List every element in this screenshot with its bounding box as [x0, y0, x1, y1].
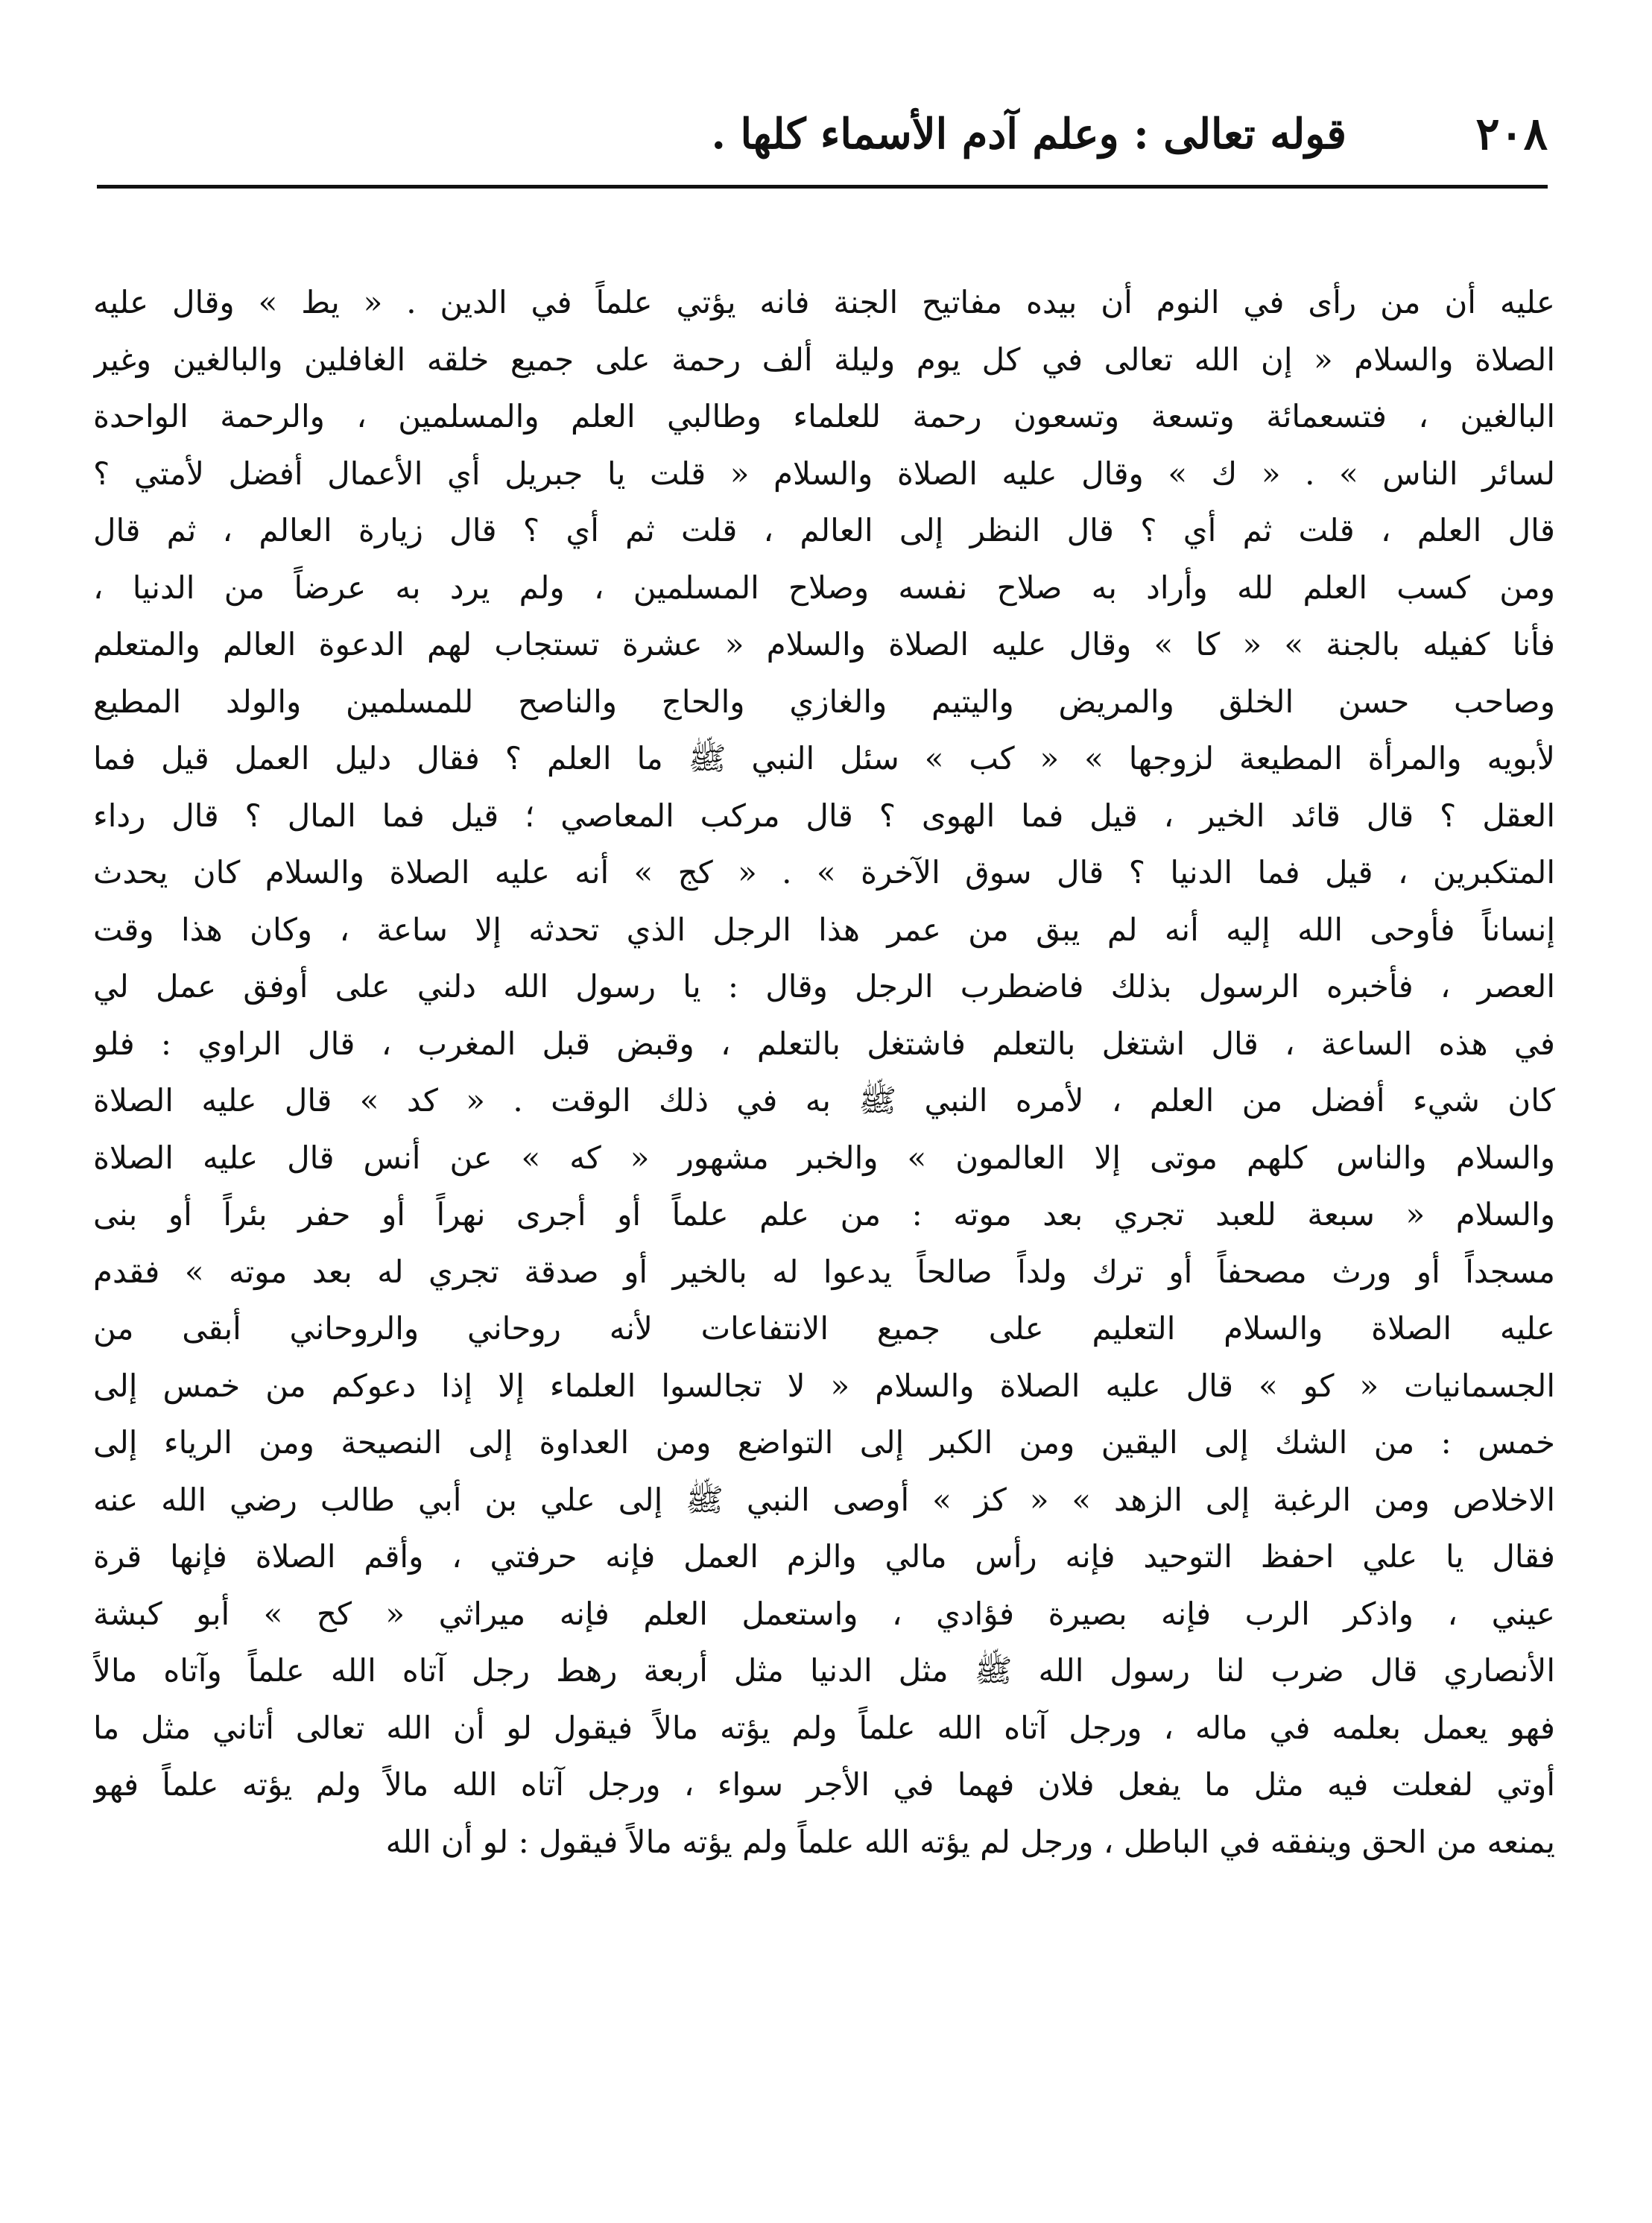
- text-line: والسلام « سبعة للعبد تجري بعد موته : من علم علماً أو أجرى نهراً أو حفر بئراً أو بنى: [93, 1196, 1555, 1233]
- text-line: المتكبرين ، قيل فما الدنيا ؟ قال سوق الآخرة » . « كج » أنه عليه الصلاة والسلام كان يحدث: [93, 854, 1555, 891]
- text-line: عليه الصلاة والسلام التعليم على جميع الانتفاعات لأنه روحاني والروحاني أبقى من: [93, 1310, 1555, 1347]
- text-line: عليه أن من رأى في النوم أن بيده مفاتيح الجنة فانه يؤتي علماً في الدين . « يط » وقال عليه: [93, 284, 1555, 320]
- body-text: [93, 274, 1555, 1871]
- text-line: الاخلاص ومن الرغبة إلى الزهد » « كز » أوصى النبي ﷺ إلى علي بن أبي طالب رضي الله عنه: [93, 1481, 1555, 1518]
- text-line: قال العلم ، قلت ثم أي ؟ قال النظر إلى العالم ، قلت ثم أي ؟ قال زيارة العالم ، ثم قال: [93, 512, 1555, 548]
- text-line: خمس : من الشك إلى اليقين ومن الكبر إلى التواضع ومن العداوة إلى النصيحة ومن الرياء إلى: [93, 1424, 1555, 1461]
- text-line: البالغين ، فتسعمائة وتسعة وتسعون رحمة للعلماء وطالبي العلم والمسلمين ، والرحمة الواحدة: [93, 398, 1555, 434]
- running-header: [97, 97, 1548, 179]
- text-line: فأنا كفيله بالجنة » « كا » وقال عليه الصلاة والسلام « عشرة تستجاب لهم الدعوة العالم والمتعلم: [93, 626, 1555, 663]
- text-line: كان شيء أفضل من العلم ، لأمره النبي ﷺ به في ذلك الوقت . « كد » قال عليه الصلاة: [93, 1082, 1555, 1119]
- text-line: مسجداً أو ورث مصحفاً أو ترك ولداً صالحاً يدعوا له بالخير أو صدقة تجري له بعد موته » فقدم: [93, 1253, 1555, 1290]
- header-divider: [97, 185, 1548, 189]
- text-line: العقل ؟ قال قائد الخير ، قيل فما الهوى ؟ قال مركب المعاصي ؛ قيل فما المال ؟ قال رداء: [93, 797, 1555, 834]
- text-line: في هذه الساعة ، قال اشتغل بالتعلم فاشتغل بالتعلم ، وقبض قبل المغرب ، قال الراوي : فلو: [93, 1025, 1555, 1062]
- text-line: الأنصاري قال ضرب لنا رسول الله ﷺ مثل الدنيا مثل أربعة رهط رجل آتاه الله علماً وآتاه مالاً: [93, 1652, 1555, 1689]
- text-line: لأبويه والمرأة المطيعة لزوجها » « كب » سئل النبي ﷺ ما العلم ؟ فقال دليل العمل قيل فما: [93, 740, 1555, 777]
- running-title: قوله تعالى : وعلم آدم الأسماء كلها .: [711, 110, 1346, 159]
- text-line: يمنعه من الحق وينفقه في الباطل ، ورجل لم يؤته الله علماً ولم يؤته مالاً فيقول : لو أن الله: [385, 1823, 1555, 1860]
- page-number: ٢٠٨: [1475, 108, 1548, 160]
- text-line: إنساناً فأوحى الله إليه أنه لم يبق من عمر هذا الرجل الذي تحدثه إلا ساعة ، وكان هذا وقت: [93, 911, 1555, 948]
- text-line: الصلاة والسلام « إن الله تعالى في كل يوم وليلة ألف رحمة على جميع خلقه الغافلين والبالغين وغير: [93, 341, 1555, 378]
- text-line: لسائر الناس » . « ك » وقال عليه الصلاة والسلام « قلت يا جبريل أي الأعمال أفضل لأمتي ؟: [93, 455, 1555, 492]
- text-line: ومن كسب العلم لله وأراد به صلاح نفسه وصلاح المسلمين ، ولم يرد به عرضاً من الدنيا ،: [93, 569, 1555, 606]
- text-line: فهو يعمل بعلمه في ماله ، ورجل آتاه الله علماً ولم يؤته مالاً فيقول لو أن الله تعالى أتاني مثل ما: [93, 1709, 1555, 1746]
- text-line: فقال يا علي احفظ التوحيد فإنه رأس مالي والزم العمل فإنه حرفتي ، وأقم الصلاة فإنها قرة: [93, 1538, 1555, 1575]
- text-line: وصاحب حسن الخلق والمريض واليتيم والغازي والحاج والناصح للمسلمين والولد المطيع: [93, 683, 1555, 720]
- text-line: عيني ، واذكر الرب فإنه بصيرة فؤادي ، واستعمل العلم فإنه ميراثي « كح » أبو كبشة: [93, 1595, 1555, 1632]
- text-line: العصر ، فأخبره الرسول بذلك فاضطرب الرجل وقال : يا رسول الله دلني على أوفق عمل لي: [93, 968, 1555, 1005]
- text-line: الجسمانيات « كو » قال عليه الصلاة والسلام « لا تجالسوا العلماء إلا إذا دعوكم من خمس إلى: [93, 1367, 1555, 1404]
- text-line: والسلام والناس كلهم موتى إلا العالمون » والخبر مشهور « كه » عن أنس قال عليه الصلاة: [93, 1139, 1555, 1176]
- text-line: أوتي لفعلت فيه مثل ما يفعل فلان فهما في الأجر سواء ، ورجل آتاه الله مالاً ولم يؤته علماً فهو: [93, 1766, 1555, 1803]
